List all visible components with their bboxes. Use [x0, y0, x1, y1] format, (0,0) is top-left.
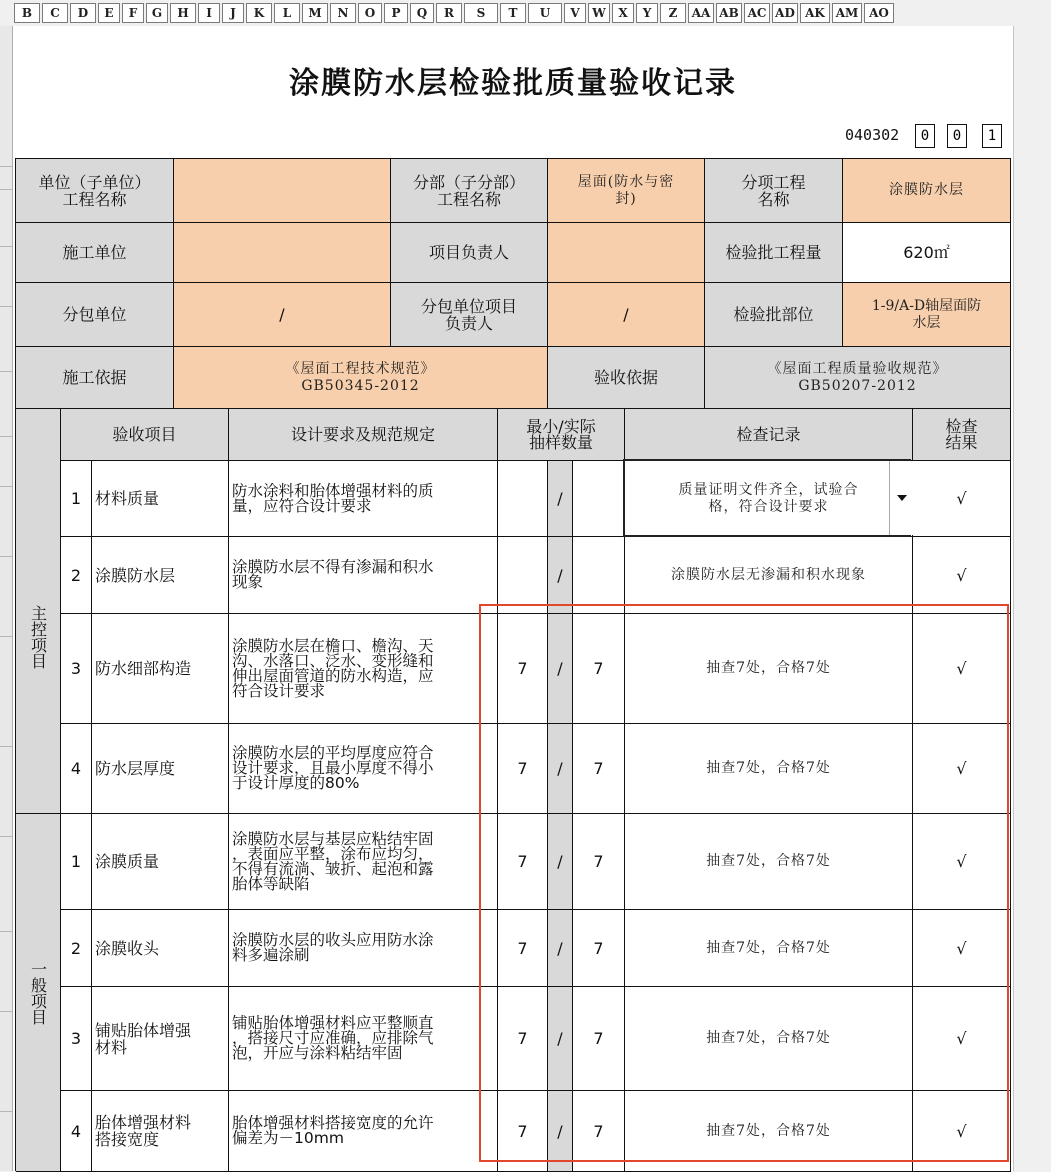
item-name: 涂膜质量: [92, 814, 229, 910]
row-divider: [0, 556, 12, 557]
sample-min[interactable]: 7: [498, 987, 548, 1091]
column-header-ao[interactable]: AO: [864, 3, 894, 23]
column-header-y[interactable]: Y: [636, 3, 658, 23]
column-header-ac[interactable]: AC: [744, 3, 770, 23]
column-header-p[interactable]: P: [384, 3, 408, 23]
sheet-margin: [1013, 26, 1051, 1171]
page-title: 涂膜防水层检验批质量验收记录: [289, 66, 737, 101]
row-divider: [0, 166, 12, 167]
sub-pm-value[interactable]: /: [548, 283, 705, 347]
division-value[interactable]: 屋面(防水与密 封): [548, 159, 705, 223]
dropdown-arrow-icon: [897, 495, 907, 501]
record-cell[interactable]: 质量证明文件齐全，试验合 格，符合设计要求: [625, 461, 913, 537]
column-header-aa[interactable]: AA: [688, 3, 714, 23]
column-header-t[interactable]: T: [500, 3, 526, 23]
row-divider: [0, 636, 12, 637]
item-number: 4: [61, 1091, 92, 1172]
sub-pm-label: 分包单位项目 负责人: [391, 283, 548, 347]
item-number: 3: [61, 614, 92, 724]
item-number: 4: [61, 724, 92, 814]
col-record-header: 检查记录: [625, 409, 913, 461]
column-header-b[interactable]: B: [14, 3, 40, 23]
column-header-e[interactable]: E: [98, 3, 120, 23]
column-header-ad[interactable]: AD: [772, 3, 798, 23]
column-header-r[interactable]: R: [436, 3, 462, 23]
sample-actual[interactable]: 7: [573, 987, 625, 1091]
group-header-blank: [16, 409, 61, 461]
basis-value[interactable]: 《屋面工程技术规范》 GB50345-2012: [174, 347, 548, 409]
row-header-gutter: [0, 26, 13, 1171]
sample-actual[interactable]: 7: [573, 910, 625, 987]
row-divider: [0, 436, 12, 437]
column-header-ab[interactable]: AB: [716, 3, 742, 23]
item-name: 防水细部构造: [92, 614, 229, 724]
result-cell[interactable]: √: [913, 910, 1011, 987]
sample-actual[interactable]: 7: [573, 814, 625, 910]
item-requirement: 涂膜防水层的收头应用防水涂 料多遍涂刷: [229, 910, 498, 987]
column-header-l[interactable]: L: [274, 3, 300, 23]
sample-min[interactable]: 7: [498, 910, 548, 987]
sample-actual[interactable]: [573, 537, 625, 614]
acceptance-basis-value[interactable]: 《屋面工程质量验收规范》 GB50207-2012: [705, 347, 1011, 409]
item-requirement: 涂膜防水层的平均厚度应符合 设计要求，且最小厚度不得小 于设计厚度的80%: [229, 724, 498, 814]
record-cell[interactable]: 抽查7处，合格7处: [625, 910, 913, 987]
column-header-x[interactable]: X: [612, 3, 634, 23]
col-result-header: 检查 结果: [913, 409, 1011, 461]
pm-label: 项目负责人: [391, 223, 548, 283]
col-sample-header: 最小/实际 抽样数量: [498, 409, 625, 461]
sample-slash: /: [548, 910, 573, 987]
result-cell[interactable]: √: [913, 814, 1011, 910]
sample-slash: /: [548, 461, 573, 537]
sample-slash: /: [548, 814, 573, 910]
record-cell[interactable]: 涂膜防水层无渗漏和积水现象: [625, 537, 913, 614]
group-main-label: 主控项目: [16, 461, 61, 814]
record-cell[interactable]: 抽查7处，合格7处: [625, 987, 913, 1091]
contractor-label: 施工单位: [16, 223, 174, 283]
result-cell[interactable]: √: [913, 987, 1011, 1091]
sample-min[interactable]: [498, 461, 548, 537]
item-name: 铺贴胎体增强 材料: [92, 987, 229, 1091]
item-number: 2: [61, 910, 92, 987]
row-divider: [0, 746, 12, 747]
sample-min[interactable]: 7: [498, 614, 548, 724]
item-requirement: 胎体增强材料搭接宽度的允许 偏差为－10mm: [229, 1091, 498, 1172]
column-header-h[interactable]: H: [170, 3, 196, 23]
row-divider: [0, 246, 12, 247]
sample-min[interactable]: 7: [498, 1091, 548, 1172]
quantity-label: 检验批工程量: [705, 223, 843, 283]
row-divider: [0, 931, 12, 932]
code-box-1[interactable]: 0: [915, 124, 935, 148]
column-header-m[interactable]: M: [302, 3, 328, 23]
column-header-n[interactable]: N: [330, 3, 356, 23]
row-divider: [0, 836, 12, 837]
sample-min[interactable]: 7: [498, 814, 548, 910]
result-cell[interactable]: √: [913, 461, 1011, 537]
sample-slash: /: [548, 537, 573, 614]
column-header-v[interactable]: V: [564, 3, 586, 23]
subitem-value[interactable]: 涂膜防水层: [843, 159, 1011, 223]
col-item-header: 验收项目: [61, 409, 229, 461]
item-name: 防水层厚度: [92, 724, 229, 814]
sample-actual[interactable]: 7: [573, 1091, 625, 1172]
row-divider: [0, 306, 12, 307]
result-cell[interactable]: √: [913, 724, 1011, 814]
unit-value[interactable]: [174, 159, 391, 223]
division-label: 分部（子分部） 工程名称: [391, 159, 548, 223]
column-header-i[interactable]: I: [198, 3, 220, 23]
subcontractor-label: 分包单位: [16, 283, 174, 347]
column-header-c[interactable]: C: [42, 3, 68, 23]
column-header-o[interactable]: O: [358, 3, 382, 23]
acceptance-basis-label: 验收依据: [548, 347, 705, 409]
row-divider: [0, 1111, 12, 1112]
location-label: 检验批部位: [705, 283, 843, 347]
unit-label: 单位（子单位） 工程名称: [16, 159, 174, 223]
row-divider: [0, 371, 12, 372]
subcontractor-value[interactable]: /: [174, 283, 391, 347]
sample-slash: /: [548, 614, 573, 724]
row-divider: [0, 189, 12, 190]
result-cell[interactable]: √: [913, 537, 1011, 614]
item-requirement: 涂膜防水层在檐口、檐沟、天 沟、水落口、泛水、变形缝和 伸出屋面管道的防水构造，应 符合设计要求: [229, 614, 498, 724]
column-header-am[interactable]: AM: [832, 3, 862, 23]
result-cell[interactable]: √: [913, 1091, 1011, 1172]
sample-min[interactable]: [498, 537, 548, 614]
row-divider: [0, 1011, 12, 1012]
column-header-z[interactable]: Z: [660, 3, 686, 23]
record-cell[interactable]: 抽查7处，合格7处: [625, 724, 913, 814]
item-requirement: 涂膜防水层与基层应粘结牢固 ，表面应平整，涂布应均匀， 不得有流淌、皱折、起泡和露 胎体等缺陷: [229, 814, 498, 910]
item-name: 涂膜防水层: [92, 537, 229, 614]
subitem-label: 分项工程 名称: [705, 159, 843, 223]
column-header-g[interactable]: G: [146, 3, 168, 23]
basis-label: 施工依据: [16, 347, 174, 409]
column-header-ak[interactable]: AK: [800, 3, 830, 23]
column-header-s[interactable]: S: [464, 3, 498, 23]
row-divider: [0, 486, 12, 487]
sample-slash: /: [548, 987, 573, 1091]
item-requirement: 涂膜防水层不得有渗漏和积水 现象: [229, 537, 498, 614]
item-number: 2: [61, 537, 92, 614]
column-header-k[interactable]: K: [246, 3, 272, 23]
column-header-u[interactable]: U: [528, 3, 562, 23]
item-number: 3: [61, 987, 92, 1091]
item-number: 1: [61, 814, 92, 910]
sample-min[interactable]: 7: [498, 724, 548, 814]
contractor-value[interactable]: [174, 223, 391, 283]
sample-actual[interactable]: 7: [573, 614, 625, 724]
column-header-bar: [0, 0, 1051, 27]
item-requirement: 铺贴胎体增强材料应平整顺直 ，搭接尺寸应准确，应排除气 泡，开应与涂料粘结牢固: [229, 987, 498, 1091]
record-dropdown-button[interactable]: [889, 461, 914, 535]
column-header-q[interactable]: Q: [410, 3, 434, 23]
item-name: 材料质量: [92, 461, 229, 537]
item-requirement: 防水涂料和胎体增强材料的质 量，应符合设计要求: [229, 461, 498, 537]
location-value[interactable]: 1-9/A-D轴屋面防 水层: [843, 283, 1011, 347]
record-cell[interactable]: 抽查7处，合格7处: [625, 814, 913, 910]
item-name: 胎体增强材料 搭接宽度: [92, 1091, 229, 1172]
sample-actual[interactable]: 7: [573, 724, 625, 814]
column-header-f[interactable]: F: [122, 3, 144, 23]
inspection-table: [15, 158, 1011, 1171]
sample-actual[interactable]: [573, 461, 625, 537]
column-header-j[interactable]: J: [222, 3, 244, 23]
column-header-d[interactable]: D: [70, 3, 96, 23]
sample-slash: /: [548, 1091, 573, 1172]
sample-slash: /: [548, 724, 573, 814]
item-name: 涂膜收头: [92, 910, 229, 987]
group-general-label: 一般项目: [16, 814, 61, 1172]
col-requirement-header: 设计要求及规范规定: [229, 409, 498, 461]
worksheet: [13, 26, 1013, 1171]
quantity-value[interactable]: 620㎡: [843, 223, 1011, 283]
record-cell[interactable]: 抽查7处，合格7处: [625, 1091, 913, 1172]
result-cell[interactable]: √: [913, 614, 1011, 724]
code-box-2[interactable]: 0: [947, 124, 967, 148]
item-number: 1: [61, 461, 92, 537]
record-cell[interactable]: 抽查7处，合格7处: [625, 614, 913, 724]
code-box-3[interactable]: 1: [982, 124, 1002, 148]
column-header-w[interactable]: W: [588, 3, 610, 23]
pm-value[interactable]: [548, 223, 705, 283]
form-code: 040302: [845, 126, 900, 144]
